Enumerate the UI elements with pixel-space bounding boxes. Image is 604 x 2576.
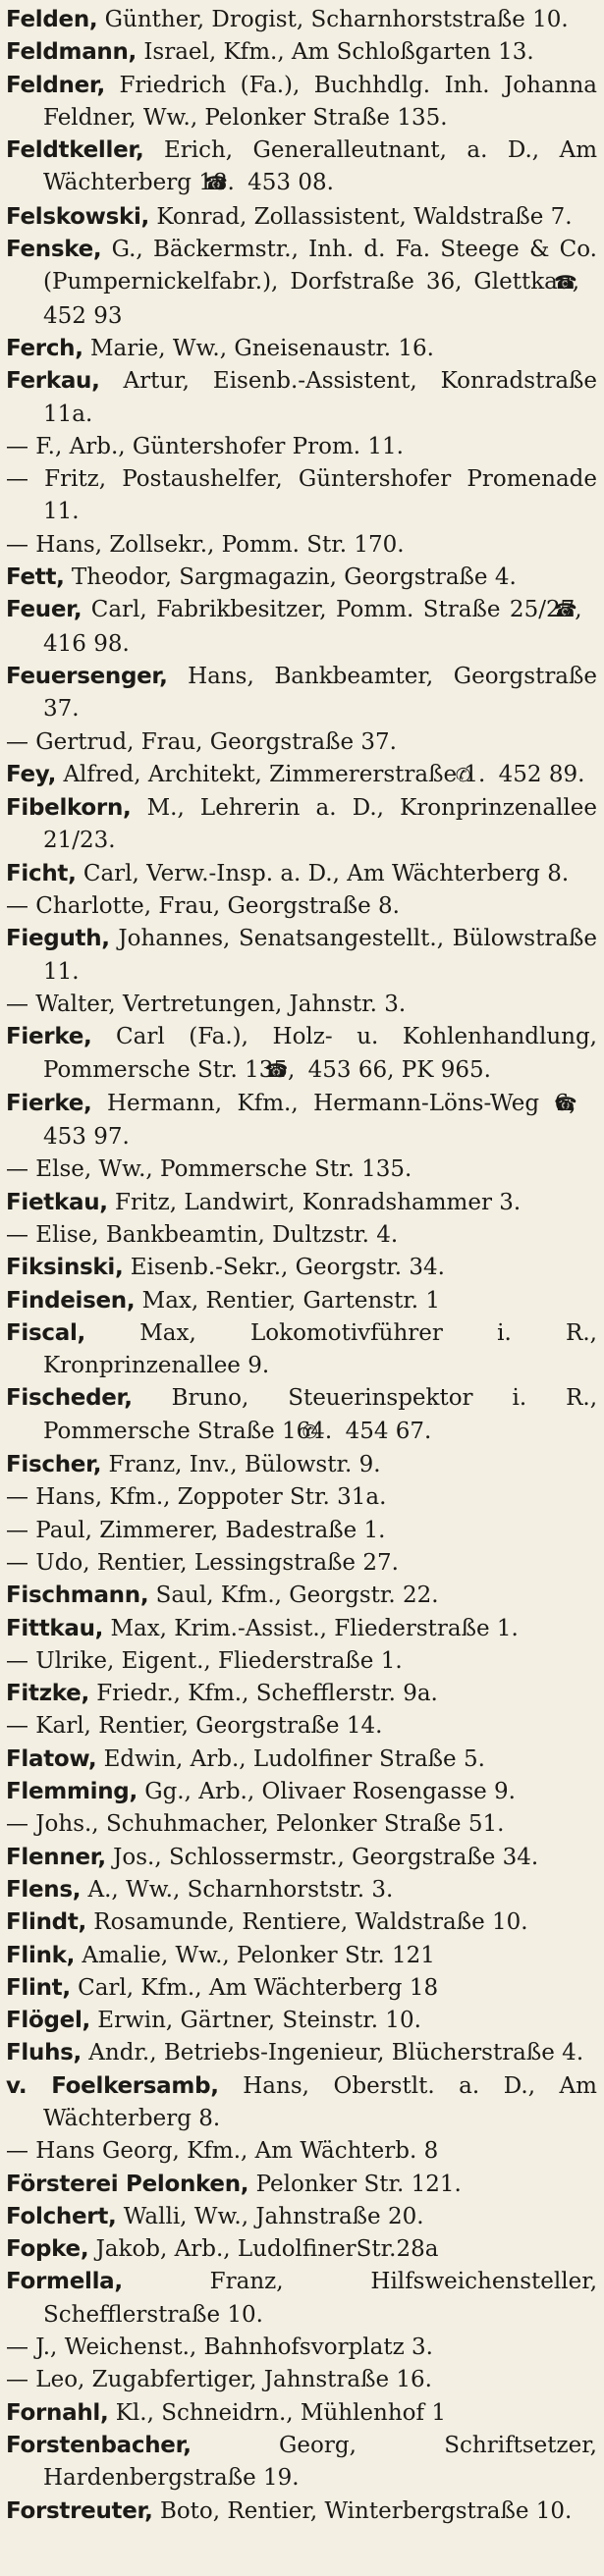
directory-entry	[6, 2201, 597, 2233]
directory-entry	[6, 1645, 597, 1678]
directory-entry	[6, 1580, 597, 1612]
entry-details: Jakob, Arb., LudolfinerStr.28a	[95, 2236, 439, 2263]
entry-details: Günther, Drogist, Scharnhorststraße 10.	[104, 7, 569, 32]
entry-details: Andr., Betriebs-Ingenieur, Blücherstraße 4.	[88, 2040, 584, 2066]
entry-name: Flink,	[6, 1942, 76, 1968]
entry-details: Frau, Georgstraße 8.	[158, 893, 400, 920]
directory-entry	[6, 1710, 597, 1743]
entry-details: Franz, Hilfsweichensteller, Schefflerstraße 10.	[43, 2269, 597, 2328]
entry-details: Alfred, Architekt, Zimmererstraße 1.	[63, 761, 486, 787]
entry-name: Fornahl,	[6, 2399, 109, 2426]
entry-name: — Karl,	[6, 1713, 91, 1740]
entry-details: Artur, Eisenb.-Assistent, Konradstraße 11a.	[43, 368, 598, 427]
entry-details: Theodor, Sargmagazin, Georgstraße 4.	[71, 564, 517, 591]
directory-entry	[6, 989, 597, 1021]
entry-name: Flindt,	[6, 1909, 86, 1936]
entry-details: Edwin, Arb., Ludolfiner Straße 5.	[103, 1745, 485, 1772]
directory-entry	[6, 1021, 597, 1088]
entry-name: — Hans,	[6, 1484, 103, 1511]
directory-entry	[6, 234, 597, 333]
entry-name: Feldmann,	[6, 39, 137, 66]
directory-entry	[6, 2496, 597, 2528]
directory-entry	[6, 661, 597, 726]
directory-entry	[6, 792, 597, 858]
entry-details: Georg, Schriftsetzer, Hardenbergstraße 19.	[43, 2432, 597, 2492]
entry-name: — Fritz,	[6, 466, 107, 493]
entry-name: Flint,	[6, 1974, 71, 2001]
entry-details: A., Ww., Scharnhorststr. 3.	[87, 1876, 394, 1903]
directory-entry	[6, 70, 597, 135]
entry-name: Fett,	[6, 564, 65, 591]
entry-name: Formella,	[6, 2269, 123, 2295]
entry-details: Max, Krim.-Assist., Fliederstraße 1.	[110, 1615, 519, 1641]
directory-page	[6, 4, 597, 2528]
entry-details: Carl, Kfm., Am Wächterberg 18	[78, 1974, 439, 2001]
entry-details: Ww., Pommersche Str. 135.	[98, 1156, 412, 1183]
entry-name: Fischeder,	[6, 1385, 133, 1412]
entry-details: Friedrich (Fa.), Buchhdlg. Inh. Johanna Feldner, Ww., Pelonker Straße 135.	[43, 72, 597, 131]
directory-entry	[6, 562, 597, 594]
entry-details: Zugabfertiger, Jahnstraße 16.	[91, 2367, 432, 2393]
entry-name: Flögel,	[6, 2008, 90, 2034]
directory-entry	[6, 2169, 597, 2201]
directory-entry	[6, 4, 597, 36]
entry-details: Vertretungen, Jahnstr. 3.	[122, 991, 407, 1017]
entry-details: Hans, Bankbeamter, Georgstraße 37.	[43, 663, 597, 723]
directory-entry	[6, 1252, 597, 1284]
directory-entry	[6, 1382, 597, 1449]
directory-entry	[6, 858, 597, 890]
entry-name: Fischmann,	[6, 1583, 149, 1609]
entry-name: Feuer,	[6, 597, 82, 623]
entry-name: Forstreuter,	[6, 2497, 153, 2524]
directory-entry	[6, 1842, 597, 1874]
directory-entry	[6, 2364, 597, 2396]
directory-entry	[6, 1547, 597, 1580]
directory-entry	[6, 1187, 597, 1219]
phone-number: 454 67.	[345, 1418, 432, 1444]
directory-entry	[6, 1906, 597, 1939]
entry-name: Fitzke,	[6, 1681, 89, 1707]
entry-name: — Leo,	[6, 2367, 85, 2393]
entry-name: — J.,	[6, 2334, 58, 2361]
entry-name: Fietkau,	[6, 1189, 108, 1215]
entry-name: — Elise,	[6, 1221, 99, 1248]
entry-name: Felden,	[6, 7, 98, 32]
directory-entry	[6, 1808, 597, 1841]
directory-entry	[6, 1154, 597, 1186]
entry-name: — Hans Georg,	[6, 2138, 180, 2165]
directory-entry	[6, 890, 597, 923]
entry-details: Gg., Arb., Olivaer Rosengasse 9.	[144, 1779, 516, 1805]
phone-number: 452 93	[43, 302, 123, 329]
entry-name: Fierke,	[6, 1024, 92, 1050]
entry-details: Eisenb.-Sekr., Georgstr. 34.	[130, 1255, 445, 1281]
entry-name: — Charlotte,	[6, 893, 152, 920]
entry-name: Ferkau,	[6, 368, 100, 395]
entry-details: Pelonker Str. 121.	[255, 2171, 462, 2197]
entry-name: Fey,	[6, 761, 57, 787]
entry-details: Boto, Rentier, Winterbergstraße 10.	[159, 2497, 573, 2524]
directory-entry	[6, 594, 597, 661]
entry-details: Bankbeamtin, Dultzstr. 4.	[105, 1221, 399, 1248]
entry-name: Feldner,	[6, 72, 105, 98]
entry-details: Israel, Kfm., Am Schloßgarten 13.	[143, 39, 534, 66]
entry-details: Franz, Inv., Bülowstr. 9.	[108, 1452, 381, 1478]
directory-entry	[6, 1744, 597, 1776]
directory-entry	[6, 1972, 597, 2005]
entry-details: G., Bäckermstr., Inh. d. Fa. Steege & Co. (Pumpernickelfabr.), Dorfstraße 36, Glettkau,	[43, 237, 597, 295]
entry-details: Rentier, Lessingstraße 27.	[96, 1549, 399, 1576]
entry-name: Fischer,	[6, 1452, 102, 1478]
entry-name: Fopke,	[6, 2236, 89, 2263]
entry-name: Forstenbacher,	[6, 2432, 192, 2458]
directory-entry	[6, 134, 597, 201]
directory-entry	[6, 2266, 597, 2332]
entry-details: Eigent., Fliederstraße 1.	[121, 1647, 403, 1674]
phone-number: 453 08.	[247, 170, 334, 196]
entry-details: Weichenst., Bahnhofsvorplatz 3.	[64, 2334, 433, 2361]
entry-name: Ficht,	[6, 860, 77, 886]
phone-number: 453 97.	[43, 1124, 130, 1151]
entry-name: Fibelkorn,	[6, 795, 132, 822]
directory-entry	[6, 2005, 597, 2037]
directory-entry	[6, 1874, 597, 1906]
entry-details: Hans, Oberstlt. a. D., Am Wächterberg 8.	[43, 2072, 597, 2131]
entry-name: Fittkau,	[6, 1615, 104, 1641]
phone-number: 416 98.	[43, 630, 130, 657]
entry-name: Findeisen,	[6, 1287, 136, 1314]
directory-entry	[6, 1678, 597, 1710]
directory-entry	[6, 1285, 597, 1317]
entry-name: Fenske,	[6, 237, 102, 263]
entry-name: Fiksinski,	[6, 1255, 124, 1281]
entry-name: Fieguth,	[6, 926, 110, 952]
entry-name: — F.,	[6, 433, 63, 459]
entry-name: Flemming,	[6, 1779, 137, 1805]
entry-name: — Udo,	[6, 1549, 90, 1576]
entry-name: Flenner,	[6, 1844, 106, 1870]
entry-details: Johannes, Senatsangestellt., Bülowstraße 11.	[43, 926, 598, 985]
entry-details: Fritz, Landwirt, Konradshammer 3.	[115, 1189, 522, 1215]
directory-entry	[6, 36, 597, 69]
entry-name: Flatow,	[6, 1745, 97, 1772]
entry-name: — Johs.,	[6, 1811, 99, 1838]
entry-details: Zollsekr., Pomm. Str. 170.	[109, 531, 405, 558]
directory-entry	[6, 201, 597, 234]
directory-entry	[6, 1515, 597, 1547]
directory-entry	[6, 1088, 597, 1154]
entry-details: Carl, Verw.-Insp. a. D., Am Wächterberg 8.	[82, 860, 570, 886]
entry-name: Fluhs,	[6, 2040, 82, 2066]
entry-name: — Gertrud,	[6, 728, 135, 755]
entry-details: Carl (Fa.), Holz- u. Kohlenhandlung, Pommersche Str. 135,	[43, 1024, 597, 1083]
entry-details: Amalie, Ww., Pelonker Str. 121	[82, 1942, 435, 1968]
entry-details: Postaushelfer, Güntershofer Promenade 11.	[43, 466, 598, 525]
directory-entry	[6, 529, 597, 562]
entry-details: Rentier, Georgstraße 14.	[98, 1713, 383, 1740]
entry-details: Max, Rentier, Gartenstr. 1	[141, 1287, 441, 1314]
entry-name: — Walter,	[6, 991, 116, 1017]
entry-name: Felskowski,	[6, 203, 149, 230]
entry-details: Kl., Schneidrn., Mühlenhof 1	[115, 2399, 446, 2426]
entry-details: Jos., Schlossermstr., Georgstraße 34.	[113, 1844, 539, 1870]
entry-details: Max, Lokomotivführer i. R., Kronprinzenallee 9.	[43, 1319, 597, 1379]
entry-name: Feuersenger,	[6, 663, 168, 689]
directory-entry	[6, 1481, 597, 1514]
entry-details: Friedr., Kfm., Schefflerstr. 9a.	[96, 1681, 438, 1707]
directory-entry	[6, 923, 597, 989]
entry-name: — Ulrike,	[6, 1647, 115, 1674]
entry-name: — Hans,	[6, 531, 103, 558]
directory-entry	[6, 463, 597, 529]
directory-entry	[6, 2070, 597, 2136]
directory-entry	[6, 2135, 597, 2168]
entry-name: Folchert,	[6, 2203, 117, 2229]
entry-name: Försterei Pelonken,	[6, 2171, 249, 2197]
entry-name: Flens,	[6, 1876, 82, 1903]
entry-details: Kfm., Am Wächterb. 8	[187, 2138, 439, 2165]
phone-number: 452 89.	[498, 761, 585, 787]
directory-entry	[6, 1449, 597, 1481]
directory-entry	[6, 2397, 597, 2430]
directory-entry	[6, 2430, 597, 2496]
entry-details: Zimmerer, Badestraße 1.	[99, 1517, 386, 1543]
directory-entry	[6, 1613, 597, 1645]
directory-entry	[6, 2233, 597, 2266]
entry-details: Konrad, Zollassistent, Waldstraße 7.	[156, 203, 573, 230]
entry-details: Saul, Kfm., Georgstr. 22.	[155, 1583, 439, 1609]
entry-details: Marie, Ww., Gneisenaustr. 16.	[89, 335, 434, 361]
directory-entry	[6, 759, 597, 792]
directory-entry	[6, 2037, 597, 2069]
entry-details: Erwin, Gärtner, Steinstr. 10.	[97, 2008, 421, 2034]
entry-name: v. Foelkersamb,	[6, 2072, 219, 2099]
directory-entry	[6, 1776, 597, 1808]
directory-entry	[6, 1219, 597, 1252]
directory-entry	[6, 333, 597, 365]
entry-details: Schuhmacher, Pelonker Straße 51.	[105, 1811, 505, 1838]
directory-entry	[6, 2332, 597, 2364]
entry-details: Walli, Ww., Jahnstraße 20.	[123, 2203, 424, 2229]
entry-details: Bruno, Steuerinspektor i. R., Pommersche Straße 164.	[43, 1385, 598, 1444]
entry-name: Ferch,	[6, 335, 83, 361]
entry-name: — Else,	[6, 1156, 92, 1183]
phone-number: 453 66, PK 965.	[307, 1056, 491, 1083]
directory-entry	[6, 1940, 597, 1972]
entry-details: Carl, Fabrikbesitzer, Pomm. Straße 25/27,	[90, 597, 582, 623]
directory-entry	[6, 431, 597, 463]
entry-name: — Paul,	[6, 1517, 92, 1543]
directory-entry	[6, 1317, 597, 1383]
entry-details: M., Lehrerin a. D., Kronprinzenallee 21/23.	[43, 795, 597, 854]
entry-details: Hermann, Kfm., Hermann-Löns-Weg 6,	[106, 1090, 577, 1116]
entry-name: Feldtkeller,	[6, 137, 144, 164]
directory-entry	[6, 726, 597, 759]
entry-details: Arb., Güntershofer Prom. 11.	[69, 433, 404, 459]
entry-details: Frau, Georgstraße 37.	[140, 728, 397, 755]
entry-details: Erich, Generalleutnant, a. D., Am Wächterberg 18.	[43, 137, 597, 196]
entry-name: Fierke,	[6, 1090, 92, 1116]
directory-entry	[6, 365, 597, 431]
entry-details: Kfm., Zoppoter Str. 31a.	[109, 1484, 387, 1511]
entry-name: Fiscal,	[6, 1319, 85, 1346]
entry-details: Rosamunde, Rentiere, Waldstraße 10.	[93, 1909, 528, 1936]
